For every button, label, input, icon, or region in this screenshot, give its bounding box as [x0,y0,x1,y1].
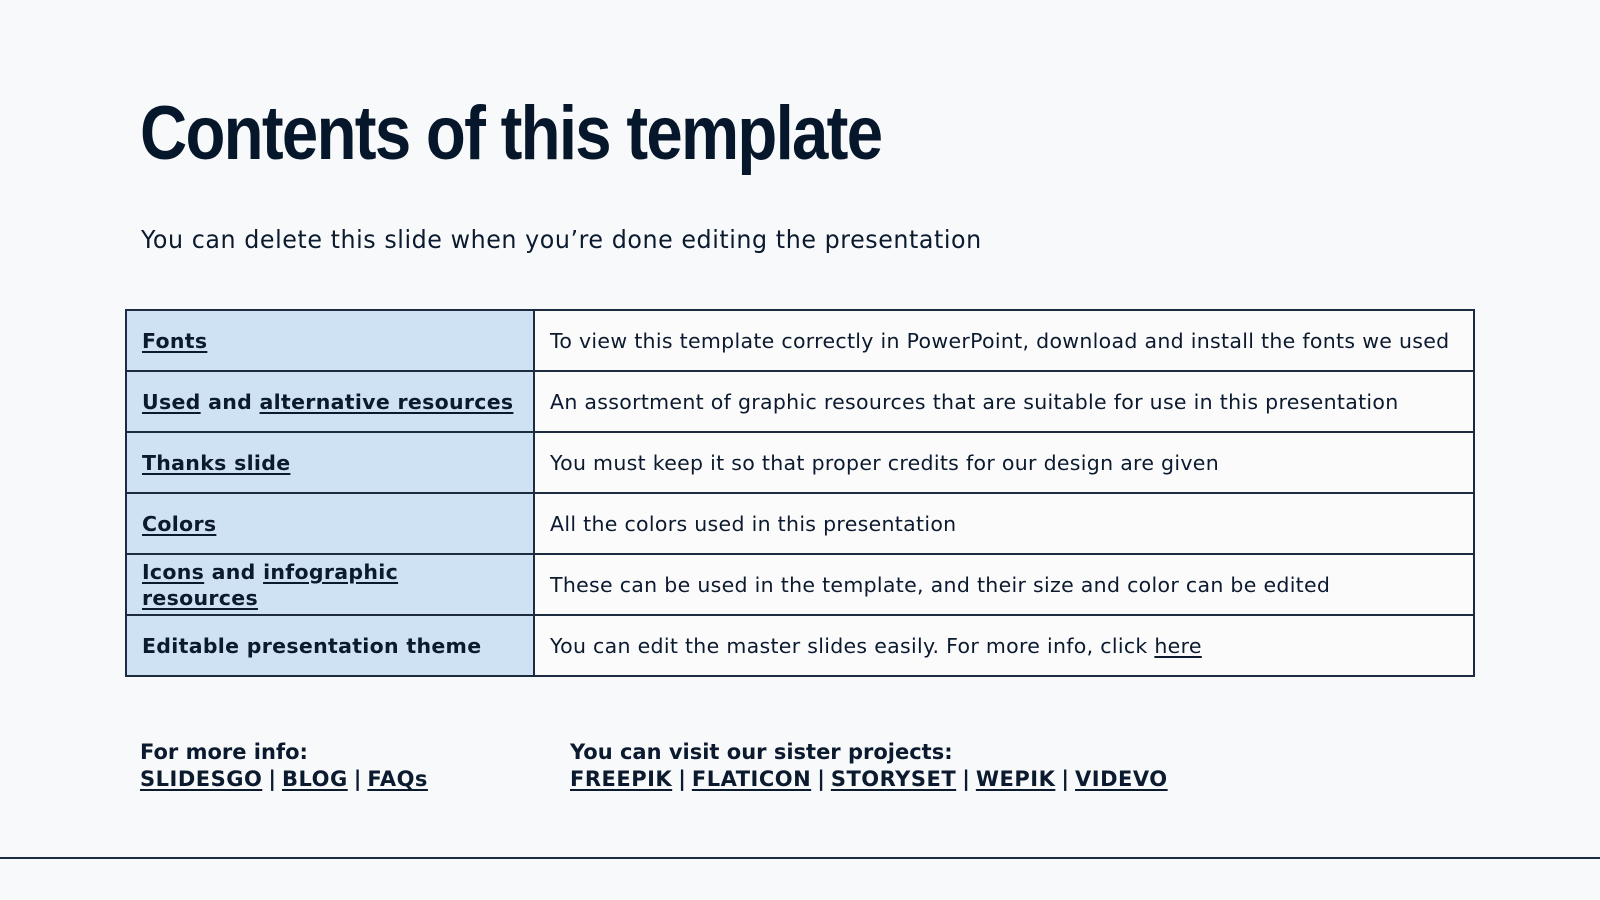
table-row [126,493,1474,554]
table-key-cell [126,493,534,554]
table-row [126,554,1474,615]
resource-link[interactable]: alternative resources [259,389,514,414]
link-videvo[interactable]: VIDEVO [1075,767,1168,791]
link-separator: | [353,767,362,791]
key-text: and [200,389,260,414]
more-info-links [140,766,428,793]
resource-link[interactable]: Colors [142,511,217,536]
link-separator: | [817,767,825,791]
link-separator: | [268,767,276,791]
resource-link[interactable]: Thanks slide [142,450,291,475]
resource-link[interactable]: infographic resources [142,559,399,610]
table-desc-cell [534,615,1474,676]
table-key-cell [126,615,534,676]
table-row [126,432,1474,493]
sister-projects-block [570,739,1168,793]
sister-projects-links [570,766,1168,793]
table-key-cell [126,371,534,432]
table-desc-cell [534,310,1474,371]
link-faqs[interactable]: FAQs [367,767,428,791]
link-separator: | [678,767,686,791]
link-slidesgo[interactable]: SLIDESGO [140,767,263,791]
desc-text: You must keep it so that proper credits for our design are given [550,450,1220,475]
table-desc-cell [534,432,1474,493]
desc-text: An assortment of graphic resources that are suitable for use in this presentation [550,389,1399,414]
link-separator: | [962,767,970,791]
desc-text: You can edit the master slides easily. For more info, click [550,633,1155,658]
more-info-label: For more info: [140,740,308,764]
table-desc-cell [534,554,1474,615]
desc-text: All the colors used in this presentation [550,511,957,536]
table-key-cell [126,432,534,493]
sister-projects-label: You can visit our sister projects: [570,740,953,764]
here-link[interactable]: here [1154,633,1202,658]
desc-text: These can be used in the template, and their size and color can be edited [550,572,1331,597]
slide-subtitle: You can delete this slide when you’re done editing the presentation [141,225,982,254]
bottom-divider [0,857,1600,859]
link-storyset[interactable]: STORYSET [830,767,957,791]
table-desc-cell [534,493,1474,554]
link-blog[interactable]: BLOG [281,767,348,791]
resource-link[interactable]: Icons [142,559,205,584]
slide-title: Contents of this template [140,91,882,176]
key-text: and [204,559,264,584]
resource-link[interactable]: Fonts [142,328,208,353]
contents-table [125,309,1475,677]
more-info-block [140,739,428,793]
desc-text: To view this template correctly in PowerPoint, download and install the fonts we used [550,328,1450,353]
contents-table-body [126,310,1474,676]
link-wepik[interactable]: WEPIK [975,767,1056,791]
resource-link[interactable]: Used [142,389,201,414]
link-flaticon[interactable]: FLATICON [691,767,812,791]
table-row [126,310,1474,371]
table-row [126,371,1474,432]
table-row [126,615,1474,676]
key-text: Editable presentation theme [142,633,482,658]
link-freepik[interactable]: FREEPIK [570,767,673,791]
table-key-cell [126,310,534,371]
table-desc-cell [534,371,1474,432]
link-separator: | [1061,767,1070,791]
table-key-cell [126,554,534,615]
